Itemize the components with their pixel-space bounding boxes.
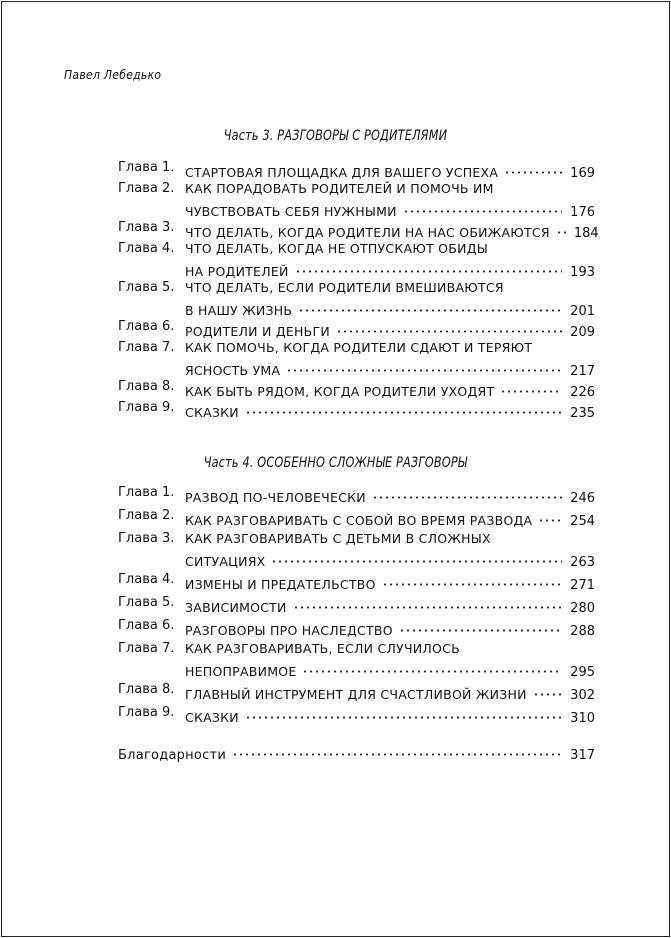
chapter-number: Глава 7.	[118, 641, 175, 656]
toc-entry[interactable]	[118, 640, 595, 680]
dot-leader	[533, 681, 562, 699]
chapter-number: Глава 1.	[118, 160, 175, 175]
page-number: 193	[570, 265, 595, 280]
page-number: 310	[570, 711, 595, 726]
dot-leader	[538, 507, 562, 525]
dot-leader	[286, 357, 562, 375]
toc-entry[interactable]	[118, 318, 595, 340]
page-number: 271	[570, 578, 595, 593]
chapter-title: ГЛАВНЫЙ ИНСТРУМЕНТ ДЛЯ СЧАСТЛИВОЙ ЖИЗНИ	[185, 687, 527, 702]
page-number: 246	[570, 491, 595, 506]
dot-leader	[403, 198, 562, 216]
dot-leader	[245, 704, 562, 722]
toc-entry[interactable]	[118, 378, 595, 400]
chapter-title: В НАШУ ЖИЗНЬ	[185, 303, 293, 318]
chapter-title: СТАРТОВАЯ ПЛОЩАДКА ДЛЯ ВАШЕГО УСПЕХА	[185, 165, 499, 180]
page-number: 295	[570, 665, 595, 680]
running-header-author: Павел Лебедько	[64, 68, 162, 82]
chapter-title: ЧТО ДЕЛАТЬ, КОГДА РОДИТЕЛИ НА НАС ОБИЖАЮТСЯ	[185, 225, 550, 240]
toc-entry[interactable]	[118, 530, 595, 570]
chapter-number: Глава 4.	[118, 572, 175, 587]
toc-entry[interactable]	[118, 399, 595, 421]
page-number: 235	[570, 406, 595, 421]
toc-entry[interactable]	[118, 617, 595, 639]
toc-entry[interactable]	[118, 279, 595, 319]
toc-entry[interactable]	[118, 571, 595, 593]
part-4-title: Часть 4. ОСОБЕННО СЛОЖНЫЕ РАЗГОВОРЫ	[203, 455, 468, 471]
chapter-title: ИЗМЕНЫ И ПРЕДАТЕЛЬСТВО	[185, 577, 376, 592]
chapter-number: Глава 6.	[118, 319, 175, 334]
chapter-title: КАК РАЗГОВАРИВАТЬ С ДЕТЬМИ В СЛОЖНЫХ	[185, 531, 491, 546]
chapter-title: КАК РАЗГОВАРИВАТЬ С СОБОЙ ВО ВРЕМЯ РАЗВОДА	[185, 513, 533, 528]
page-number: 201	[570, 304, 595, 319]
page-number: 169	[570, 166, 595, 181]
page-number: 288	[570, 624, 595, 639]
dot-leader	[232, 741, 562, 759]
chapter-title: НА РОДИТЕЛЕЙ	[185, 264, 289, 279]
dot-leader	[271, 548, 562, 566]
dot-leader	[302, 658, 562, 676]
chapter-title: РАЗГОВОРЫ ПРО НАСЛЕДСТВО	[185, 623, 393, 638]
page-number: 176	[570, 205, 595, 220]
toc-entry[interactable]	[118, 681, 595, 703]
chapter-title: СИТУАЦИЯХ	[185, 554, 266, 569]
chapter-title: РАЗВОД ПО-ЧЕЛОВЕЧЕСКИ	[185, 490, 366, 505]
acknowledgements-page-number: 317	[570, 748, 595, 763]
toc-entry[interactable]	[118, 159, 595, 181]
dot-leader	[556, 219, 566, 237]
toc-entry[interactable]	[118, 594, 595, 616]
toc-entry[interactable]	[118, 704, 595, 726]
toc-entry[interactable]	[118, 484, 595, 506]
page-number: 263	[570, 555, 595, 570]
chapter-title: РОДИТЕЛИ И ДЕНЬГИ	[185, 324, 330, 339]
chapter-number: Глава 3.	[118, 220, 175, 235]
chapter-title: СКАЗКИ	[185, 710, 239, 725]
chapter-title: ЯСНОСТЬ УМА	[185, 363, 281, 378]
toc-entry[interactable]	[118, 180, 595, 220]
chapter-title: КАК ПОРАДОВАТЬ РОДИТЕЛЕЙ И ПОМОЧЬ ИМ	[185, 181, 494, 196]
dot-leader	[245, 399, 562, 417]
chapter-number: Глава 4.	[118, 241, 175, 256]
page-number: 302	[570, 688, 595, 703]
toc-entry[interactable]	[118, 240, 595, 280]
chapter-number: Глава 5.	[118, 595, 175, 610]
dot-leader	[293, 594, 563, 612]
dot-leader	[372, 484, 562, 502]
dot-leader	[399, 617, 562, 635]
book-page	[1, 1, 670, 937]
dot-leader	[500, 378, 562, 396]
chapter-number: Глава 9.	[118, 400, 175, 415]
chapter-title: НЕПОПРАВИМОЕ	[185, 664, 297, 679]
toc-part-3	[118, 159, 599, 421]
toc-entry-acknowledgements[interactable]	[118, 741, 595, 765]
chapter-title: КАК ПОМОЧЬ, КОГДА РОДИТЕЛИ СДАЮТ И ТЕРЯЮТ	[185, 340, 533, 355]
page-number: 217	[570, 364, 595, 379]
page-number: 209	[570, 325, 595, 340]
dot-leader	[298, 297, 562, 315]
chapter-title: ЧТО ДЕЛАТЬ, КОГДА НЕ ОТПУСКАЮТ ОБИДЫ	[185, 241, 488, 256]
chapter-number: Глава 2.	[118, 181, 175, 196]
page-number: 280	[570, 601, 595, 616]
chapter-title: ЗАВИСИМОСТИ	[185, 600, 287, 615]
toc-part-4	[118, 484, 595, 726]
part-3-title: Часть 3. РАЗГОВОРЫ С РОДИТЕЛЯМИ	[223, 128, 448, 144]
chapter-number: Глава 1.	[118, 485, 175, 500]
chapter-title: КАК БЫТЬ РЯДОМ, КОГДА РОДИТЕЛИ УХОДЯТ	[185, 384, 495, 399]
chapter-number: Глава 8.	[118, 682, 175, 697]
page-number: 254	[570, 514, 595, 529]
chapter-title: СКАЗКИ	[185, 405, 239, 420]
toc-entry[interactable]	[118, 219, 599, 241]
chapter-number: Глава 8.	[118, 379, 175, 394]
dot-leader	[382, 571, 562, 589]
acknowledgements-label: Благодарности	[118, 748, 227, 763]
toc-entry[interactable]	[118, 507, 595, 529]
chapter-number: Глава 2.	[118, 508, 175, 523]
chapter-number: Глава 7.	[118, 340, 175, 355]
dot-leader	[336, 318, 562, 336]
dot-leader	[295, 258, 563, 276]
chapter-title: КАК РАЗГОВАРИВАТЬ, ЕСЛИ СЛУЧИЛОСЬ	[185, 641, 460, 656]
chapter-number: Глава 3.	[118, 531, 175, 546]
chapter-title: ЧУВСТВОВАТЬ СЕБЯ НУЖНЫМИ	[185, 204, 397, 219]
chapter-title: ЧТО ДЕЛАТЬ, ЕСЛИ РОДИТЕЛИ ВМЕШИВАЮТСЯ	[185, 280, 504, 295]
chapter-number: Глава 5.	[118, 280, 175, 295]
dot-leader	[504, 159, 562, 177]
toc-entry[interactable]	[118, 339, 595, 379]
chapter-number: Глава 6.	[118, 618, 175, 633]
page-number: 226	[570, 385, 595, 400]
page-number: 184	[573, 226, 599, 241]
chapter-number: Глава 9.	[118, 705, 175, 720]
